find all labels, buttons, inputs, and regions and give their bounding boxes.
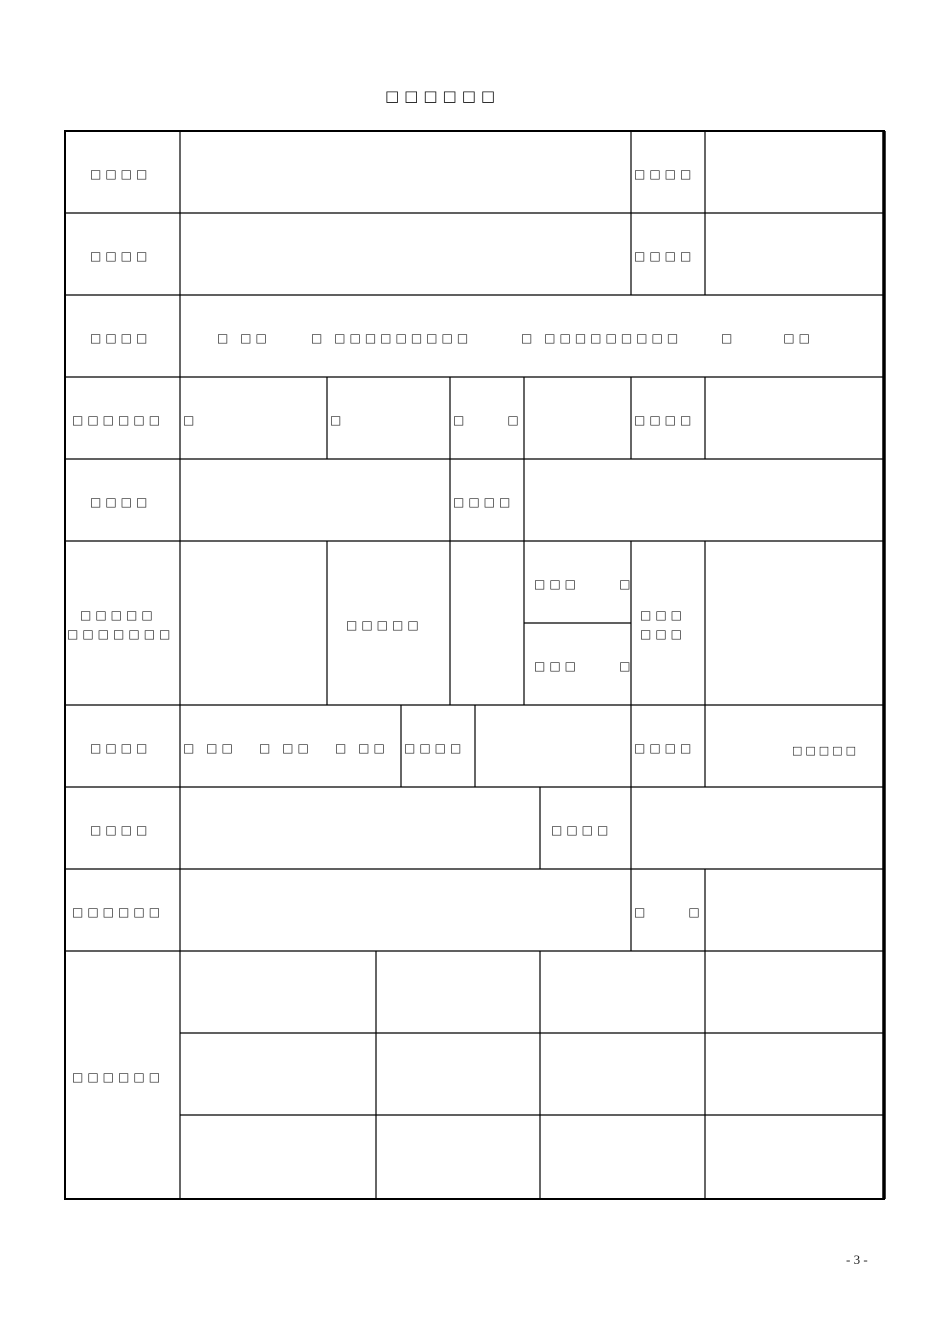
row4-mid-label: □□□□ (634, 413, 696, 427)
row7-option-3[interactable]: □ □□ (335, 741, 389, 755)
row6-sub-label: □□□□□ (346, 618, 423, 632)
page-number: - 3 - (846, 1252, 868, 1267)
form-title: □□□□□□ (385, 87, 501, 105)
row4-label: □□□□□□ (72, 413, 165, 427)
row6-mid-label-line1: □□□ (640, 608, 687, 622)
row4-cell-3: □ □ (453, 413, 523, 427)
row10-label: □□□□□□ (72, 1070, 165, 1084)
row3-option-2[interactable]: □ □□□□□□□□□ (311, 331, 473, 345)
row8-mid-label: □□□□ (551, 823, 613, 837)
row4-cell-1: □ (183, 413, 199, 427)
row4-cell-2: □ (330, 413, 346, 427)
row6-top-right-label: □□□ □ (534, 577, 635, 591)
row2-label: □□□□ (90, 249, 152, 263)
row7-label: □□□□ (90, 741, 152, 755)
row6-label-line2: □□□□□□□ (67, 627, 175, 641)
row7-sub-label: □□□□ (404, 741, 466, 755)
row6-mid-label-line2: □□□ (640, 627, 687, 641)
row8-label: □□□□ (90, 823, 152, 837)
row5-label: □□□□ (90, 495, 152, 509)
row7-right-text: □□□□□ (792, 744, 859, 757)
row3-option-1[interactable]: □ □□ (217, 331, 271, 345)
form-outer-border (65, 131, 884, 1199)
row7-mid-label: □□□□ (634, 741, 696, 755)
row3-label: □□□□ (90, 331, 152, 345)
row7-option-2[interactable]: □ □□ (259, 741, 313, 755)
row1-mid-label: □□□□ (634, 167, 696, 181)
row9-mid-label: □ □ (634, 905, 704, 919)
row6-label-line1: □□□□□ (80, 608, 157, 622)
row9-label: □□□□□□ (72, 905, 165, 919)
row1-label: □□□□ (90, 167, 152, 181)
row7-option-1[interactable]: □ □□ (183, 741, 237, 755)
row3-option-3[interactable]: □ □□□□□□□□□ (521, 331, 683, 345)
row3-option-4[interactable]: □ □□ (721, 331, 814, 345)
row2-mid-label: □□□□ (634, 249, 696, 263)
row5-mid-label: □□□□ (453, 495, 515, 509)
row6-bottom-right-label: □□□ □ (534, 659, 635, 673)
